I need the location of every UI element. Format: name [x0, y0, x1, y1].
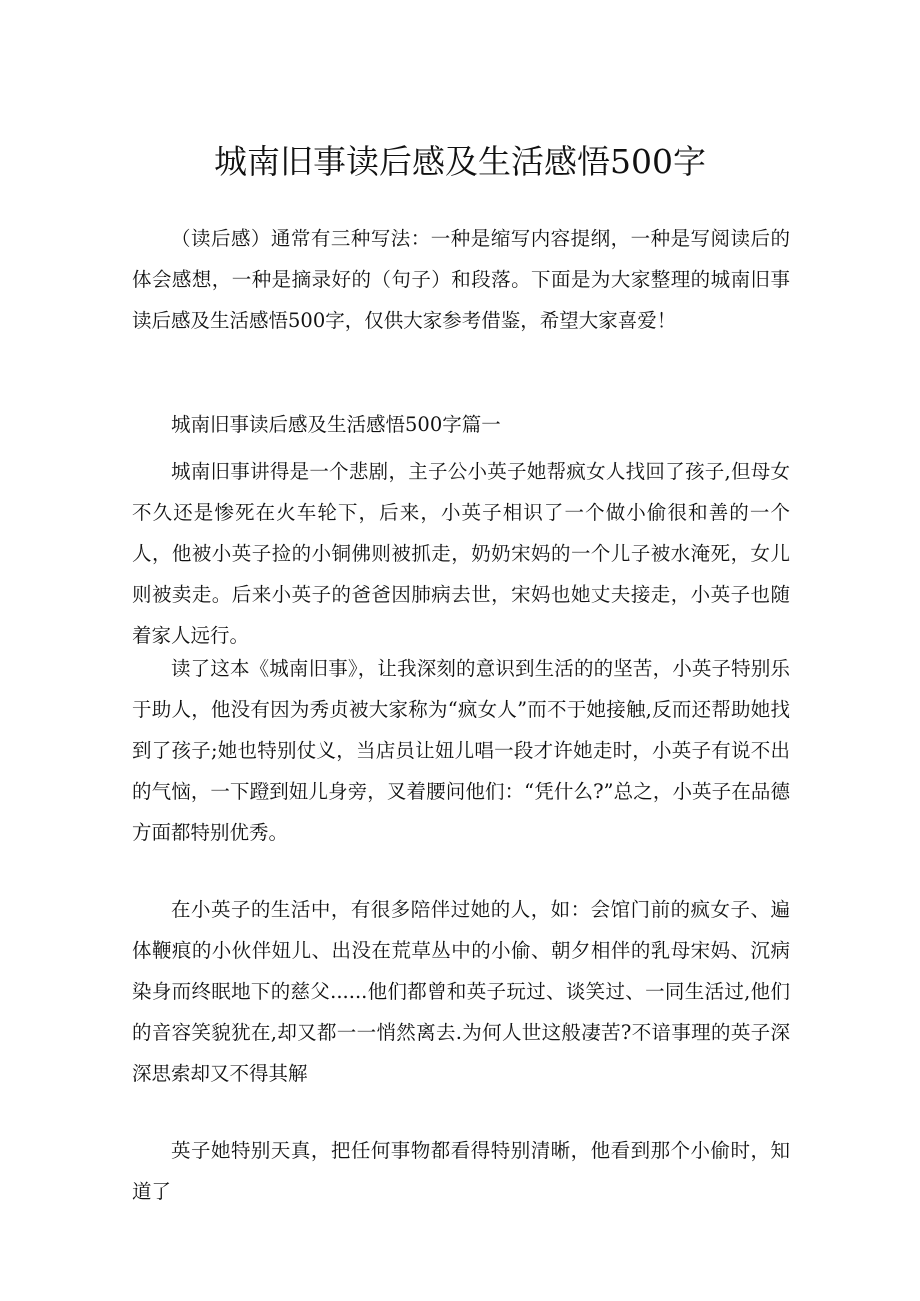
body-paragraph: 城南旧事讲得是一个悲剧，主子公小英子她帮疯女人找回了孩子,但母女不久还是惨死在火车轮下，后来，小英子相识了一个做小偷很和善的一个人，他被小英子捡的小铜佛则被抓走，奶奶宋妈的一个儿子被水淹死，女儿则被卖走。后来小英子的爸爸因肺病去世，宋妈也她丈夫接走，小英子也随着家人远行。 — [132, 460, 790, 647]
intro-paragraph: （读后感）通常有三种写法：一种是缩写内容提纲，一种是写阅读后的体会感想，一种是摘录好的（句子）和段落。下面是为大家整理的城南旧事读后感及生活感悟500字，仅供大家参考借鉴，希望大家喜爱！ — [132, 227, 790, 332]
section-heading: 城南旧事读后感及生活感悟500字篇一 — [171, 413, 501, 436]
paragraph-block-1 — [132, 451, 790, 656]
paragraph-block-3 — [132, 889, 790, 1094]
paragraph-block-2 — [132, 648, 790, 853]
body-paragraph: 英子她特别天真，把任何事物都看得特别清晰，他看到那个小偷时，知道了 — [132, 1139, 790, 1203]
section-heading-block — [132, 404, 790, 445]
paragraph-block-4 — [132, 1130, 790, 1212]
body-paragraph: 读了这本《城南旧事》，让我深刻的意识到生活的的坚苦，小英子特别乐于助人，他没有因为秀贞被大家称为“疯女人”而不于她接触,反而还帮助她找到了孩子;她也特别仗义，当店员让妞儿唱一段才许她走时，小英子有说不出的气恼，一下蹬到妞儿身旁，叉着腰问他们：“凭什么?”总之，小英子在品德方面都特别优秀。 — [132, 657, 790, 844]
document-title: 城南旧事读后感及生活感悟500字 — [214, 142, 706, 181]
body-paragraph: 在小英子的生活中，有很多陪伴过她的人，如：会馆门前的疯女子、遍体鞭痕的小伙伴妞儿、出没在荒草丛中的小偷、朝夕相伴的乳母宋妈、沉病染身而终眠地下的慈父......他们都曾和英子玩过、谈笑过、一同生活过,他们的音容笑貌犹在,却又都一一悄然离去.为何人世这般凄苦?不谙事理的英子深深思索却又不得其解 — [132, 898, 790, 1085]
intro-block — [132, 218, 790, 341]
